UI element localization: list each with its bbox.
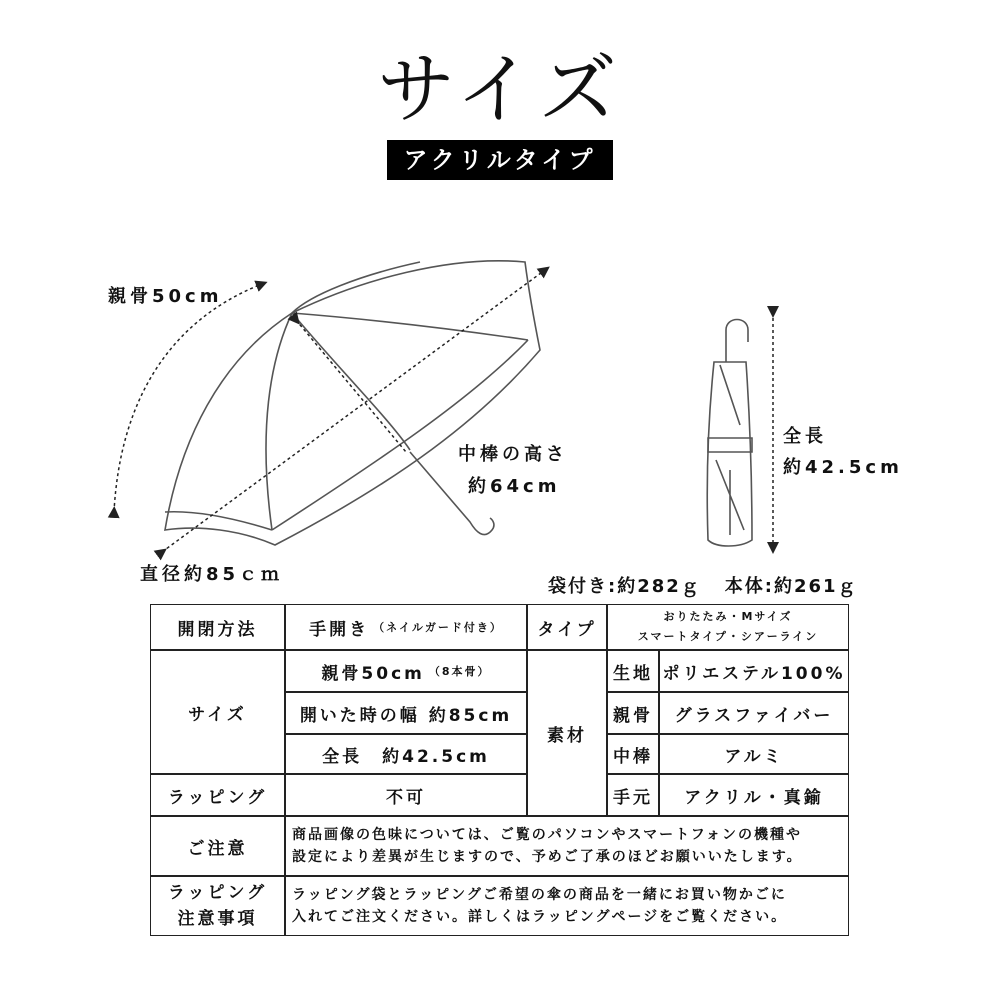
- diameter-label: 直径約85ｃｍ: [140, 564, 284, 585]
- caution-line-2: 設定により差異が生じますので、予めご了承のほどお願いいたします。: [292, 849, 803, 865]
- size-length: 全長 約42.5cm: [285, 734, 527, 774]
- caution-line-1: 商品画像の色味については、ご覧のパソコンやスマートフォンの機種や: [292, 827, 803, 843]
- shaft-arrow: [296, 320, 406, 452]
- wrap-note-header-2: 注意事項: [177, 909, 258, 929]
- shaft-header: 中棒: [607, 734, 659, 774]
- shaft-value-cell: アルミ: [659, 734, 849, 774]
- type-badge: アクリルタイプ: [387, 140, 613, 180]
- type-value: [607, 604, 849, 650]
- length-label: 全長: [783, 426, 827, 447]
- open-method-text: 手開き: [309, 619, 370, 640]
- size-rib: [285, 650, 527, 692]
- page-title: サイズ: [377, 45, 623, 135]
- type-value-line-1: おりたたみ・Mサイズ: [663, 610, 793, 623]
- fabric-value: ポリエステル100%: [659, 650, 849, 692]
- open-method-header: 開閉方法: [150, 604, 285, 650]
- diameter-arrow: [162, 270, 545, 552]
- weight-with-bag: 袋付き:約282ｇ: [548, 576, 701, 597]
- caution-text: [285, 816, 849, 876]
- size-rib-note: （8本骨）: [428, 665, 491, 678]
- rib-header: 親骨: [607, 692, 659, 734]
- shaft-label: 中棒の高さ: [458, 444, 568, 465]
- rib-arrow: [114, 284, 262, 512]
- length-value: 約42.5cm: [783, 457, 903, 478]
- caution-header: ご注意: [150, 816, 285, 876]
- size-header: サイズ: [150, 650, 285, 774]
- wrapping-header: ラッピング: [150, 774, 285, 816]
- open-method-note: （ネイルガード付き）: [373, 621, 503, 634]
- type-value-line-2: スマートタイプ・シアーライン: [637, 630, 819, 643]
- fabric-header: 生地: [607, 650, 659, 692]
- shaft-value: 約64cm: [468, 476, 561, 497]
- wrap-note-line-2: 入れてご注文ください。詳しくはラッピングページをご覧ください。: [292, 909, 788, 925]
- size-rib-text: 親骨50cm: [321, 663, 425, 684]
- type-header: タイプ: [527, 604, 607, 650]
- weights: [548, 572, 858, 598]
- wrap-note-header-1: ラッピング: [167, 883, 268, 903]
- wrap-note-header: [150, 876, 285, 936]
- handle-header: 手元: [607, 774, 659, 816]
- material-header: 素材: [527, 650, 607, 816]
- wrap-note-line-1: ラッピング袋とラッピングご希望の傘の商品を一緒にお買い物かごに: [292, 887, 787, 903]
- folded-umbrella-icon: [707, 320, 752, 547]
- rib-value: グラスファイバー: [659, 692, 849, 734]
- wrapping-value: 不可: [285, 774, 527, 816]
- rib-label: 親骨50cm: [108, 286, 223, 307]
- handle-value: アクリル・真鍮: [659, 774, 849, 816]
- size-width: 開いた時の幅 約85cm: [285, 692, 527, 734]
- wrap-note-text: [285, 876, 849, 936]
- open-method-value: [285, 604, 527, 650]
- weight-body: 本体:約261ｇ: [724, 576, 858, 597]
